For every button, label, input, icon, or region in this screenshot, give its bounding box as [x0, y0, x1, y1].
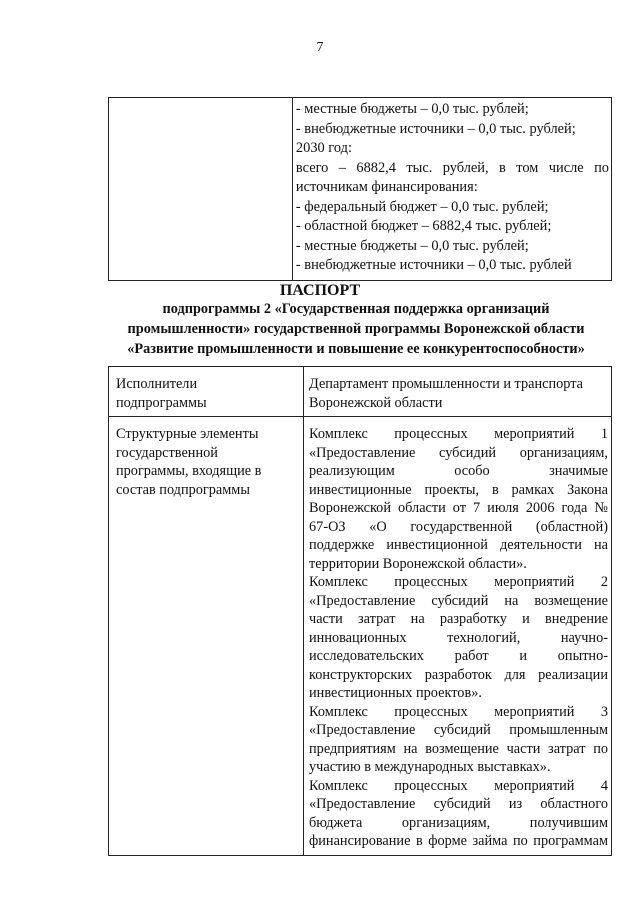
- subtitle-line: «Развитие промышленности и повышение ее конкурентоспособности»: [127, 341, 585, 357]
- funding-line: - внебюджетные источники – 0,0 тыс. рублей: [295, 257, 572, 273]
- funding-value-cell: [292, 98, 611, 281]
- value-line: инвестиционных проектов».: [309, 685, 482, 701]
- subtitle-line: подпрограммы 2 «Государственная поддержка организаций: [162, 301, 550, 317]
- funding-line: - федеральный бюджет – 0,0 тыс. рублей;: [295, 198, 549, 215]
- value-line: Комплекс процессных мероприятий 3: [309, 703, 608, 720]
- value-line: предприятиям на возмещение части затрат по: [309, 740, 608, 757]
- row-value-executors: [304, 367, 612, 417]
- page-number: 7: [316, 40, 324, 55]
- label-line: состав подпрограммы: [116, 481, 250, 498]
- value-line: «Предоставление субсидий организациям,: [309, 444, 608, 461]
- value-line: Комплекс процессных мероприятий 1: [309, 426, 608, 442]
- value-line: конструкторских разработок для реализации: [309, 666, 608, 683]
- value-line: Комплекс процессных мероприятий 2: [309, 574, 608, 590]
- value-line: Департамент промышленности и транспорта: [309, 376, 583, 392]
- value-line: бюджета организациям, получившим: [309, 814, 608, 831]
- funding-line: - местные бюджеты – 0,0 тыс. рублей;: [295, 237, 529, 254]
- value-line: реализующим особо значимые: [309, 463, 608, 479]
- row-label-structural-elements: [109, 417, 304, 856]
- passport-table: [108, 366, 612, 856]
- label-line: программы, входящие в: [116, 463, 262, 479]
- value-line: инвестиционные проекты, в рамках Закона: [309, 481, 608, 498]
- label-line: Исполнители: [116, 376, 198, 392]
- label-line: государственной: [116, 444, 218, 461]
- value-line: «Предоставление субсидий промышленным: [309, 722, 608, 738]
- subtitle-line: промышленности» государственной программы Воронежской области: [127, 321, 585, 337]
- funding-row: [109, 98, 612, 281]
- value-line: «Предоставление субсидий из областного: [309, 796, 608, 812]
- value-line: территории Воронежской области».: [309, 555, 527, 572]
- value-line: Воронежской области: [309, 394, 443, 411]
- value-line: финансирование в форме займа по программам: [309, 833, 608, 849]
- funding-label-cell: [109, 98, 293, 281]
- value-line: инновационных технологий, научно-: [309, 629, 608, 646]
- table-row: [109, 367, 612, 417]
- funding-line: всего – 6882,4 тыс. рублей, в том числе по: [295, 159, 609, 176]
- value-line: Комплекс процессных мероприятий 4: [309, 777, 608, 794]
- passport-title: ПАСПОРТ: [279, 282, 361, 299]
- funding-line: источникам финансирования:: [295, 179, 478, 195]
- value-line: 67-ОЗ «О государственной (областной): [309, 518, 608, 535]
- funding-line: - внебюджетные источники – 0,0 тыс. рублей;: [295, 120, 576, 137]
- label-line: Структурные элементы: [116, 426, 259, 442]
- funding-line: - местные бюджеты – 0,0 тыс. рублей;: [295, 101, 529, 117]
- funding-table: [108, 97, 612, 281]
- value-line: части затрат на разработку и внедрение: [309, 611, 608, 627]
- value-line: «Предоставление субсидий на возмещение: [309, 592, 608, 609]
- table-row: [109, 417, 612, 856]
- row-value-structural-elements: [304, 417, 612, 856]
- value-line: поддержке инвестиционной деятельности на: [309, 537, 608, 553]
- value-line: участию в международных выставках».: [309, 759, 551, 775]
- passport-subtitle: [112, 299, 600, 359]
- label-line: подпрограммы: [116, 394, 207, 411]
- funding-line: - областной бюджет – 6882,4 тыс. рублей;: [295, 218, 552, 234]
- funding-line: 2030 год:: [295, 140, 352, 156]
- row-label-executors: [109, 367, 304, 417]
- value-line: Воронежской области от 7 июля 2006 года №: [309, 500, 608, 516]
- value-line: исследовательских работ и опытно-: [309, 648, 608, 664]
